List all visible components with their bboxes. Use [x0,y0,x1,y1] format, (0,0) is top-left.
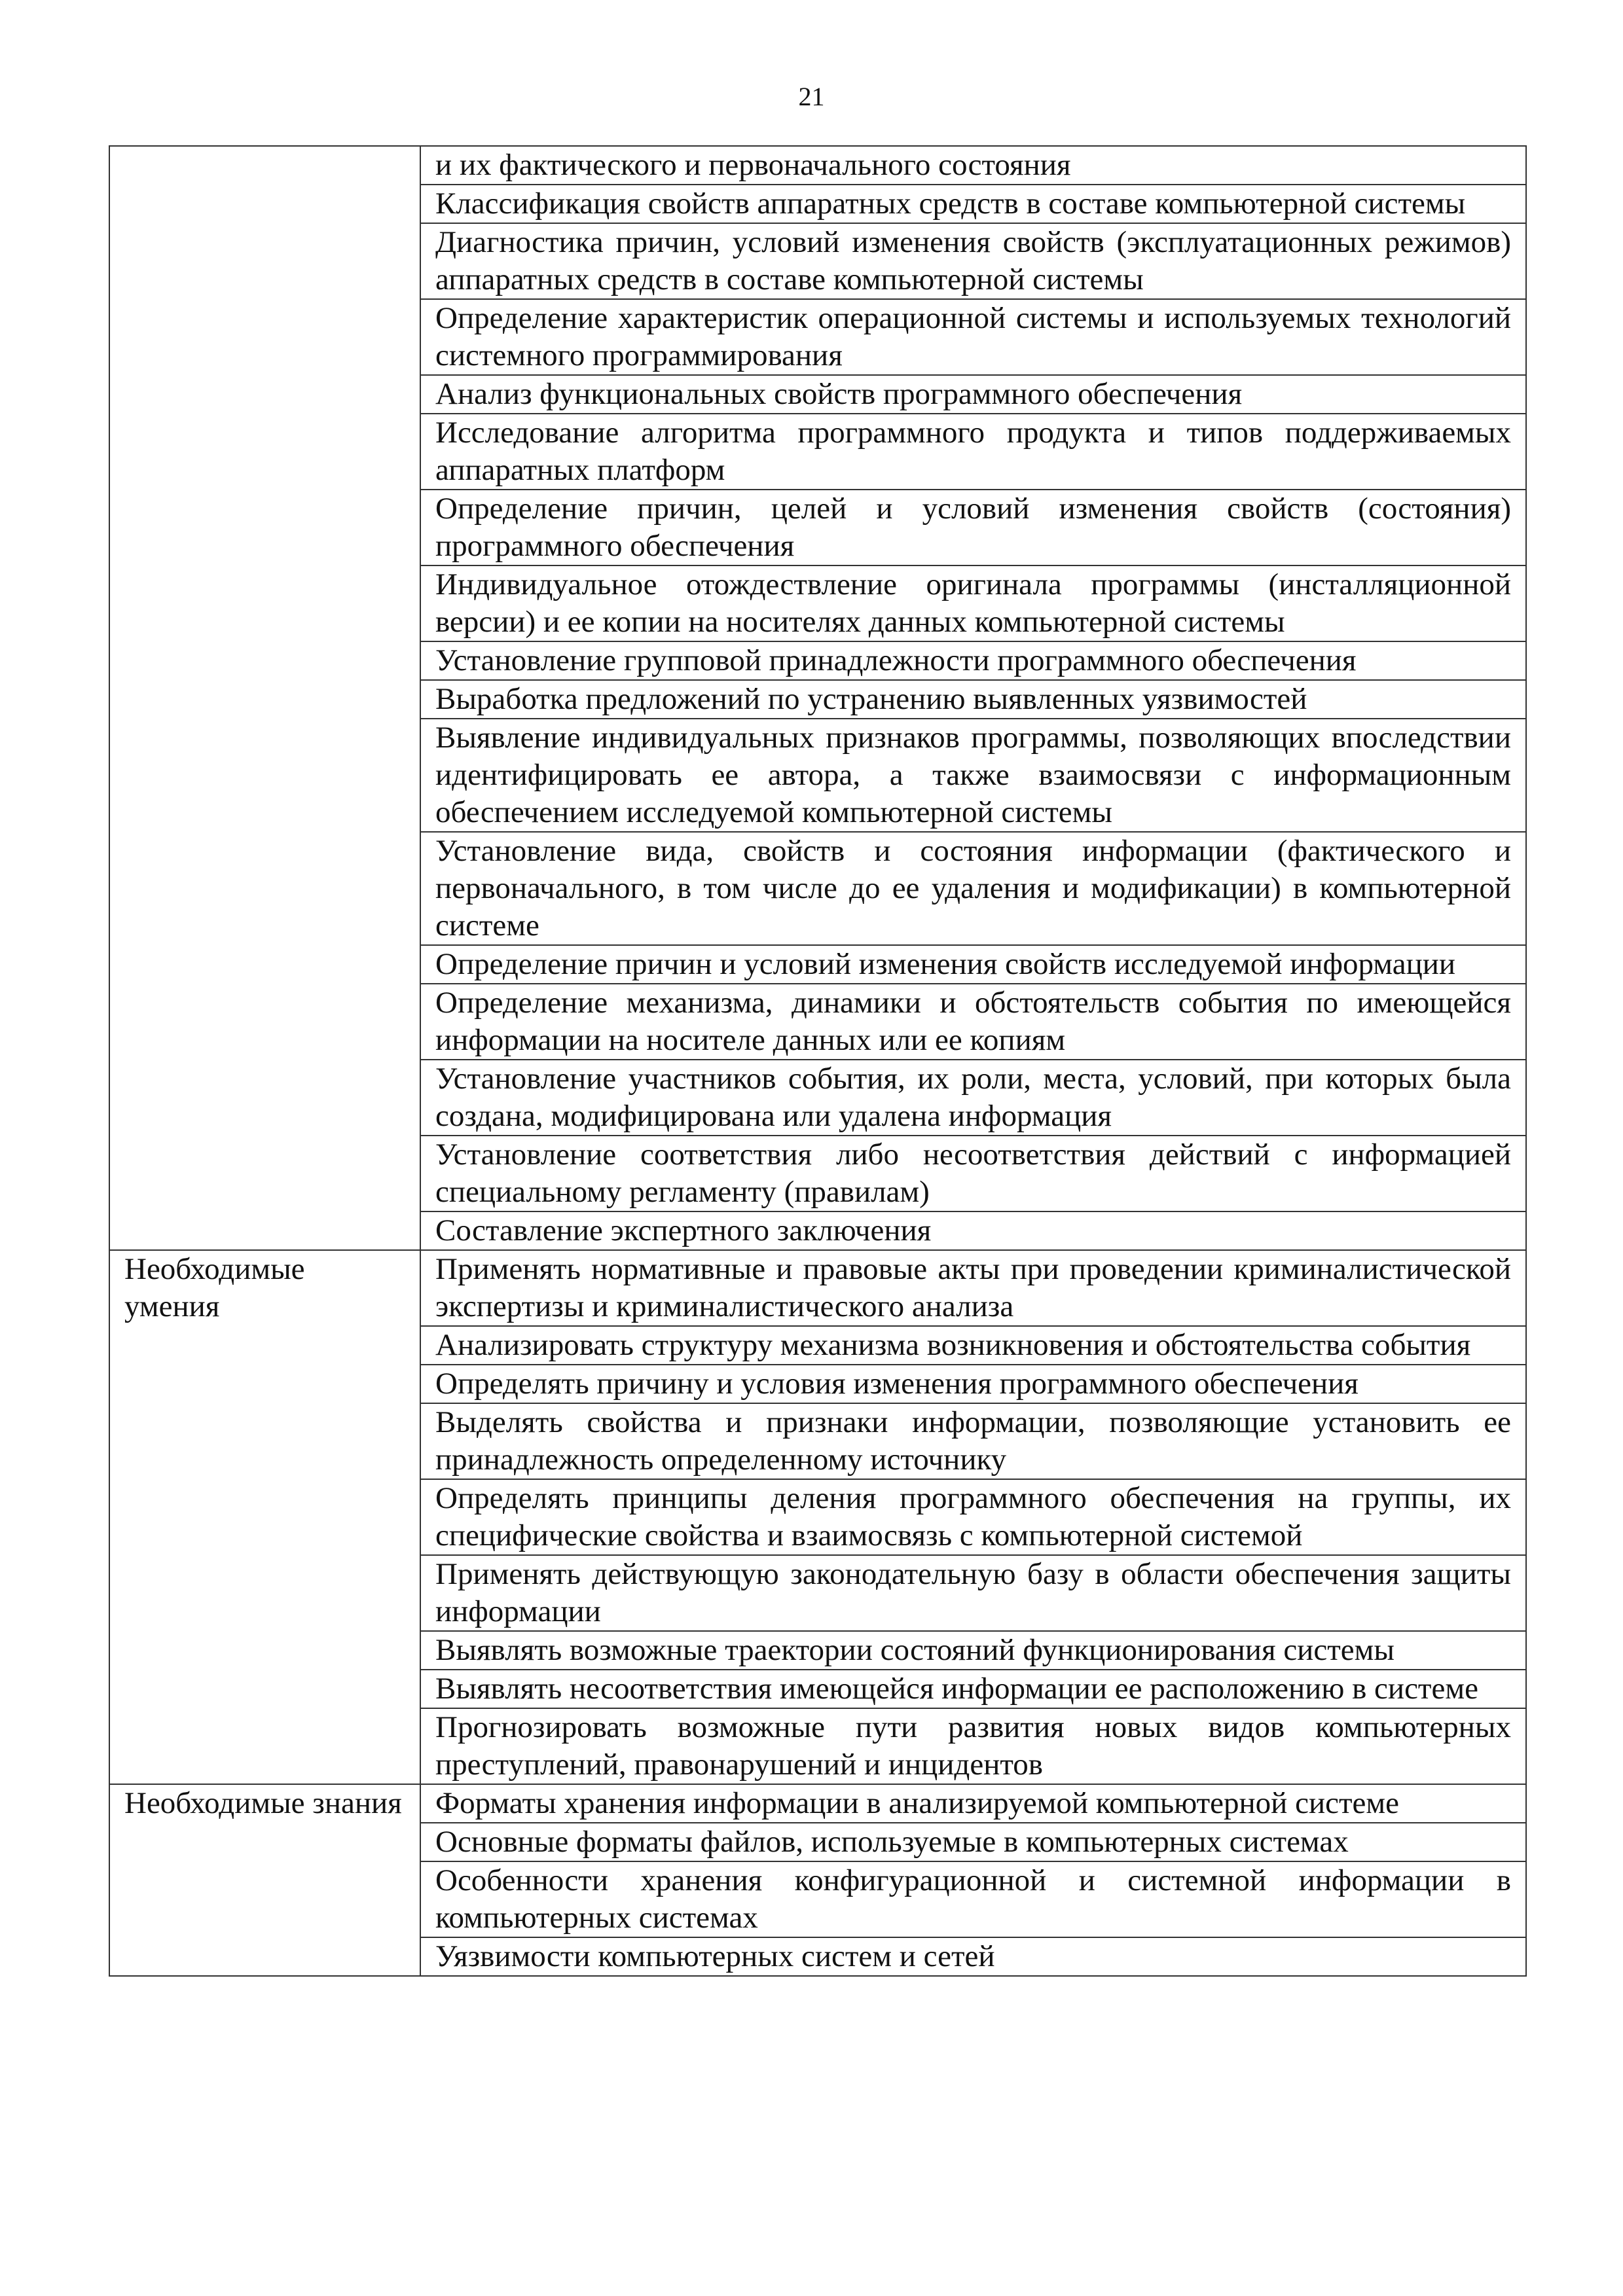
table-cell-item: Исследование алгоритма программного продукта и типов поддерживаемых аппаратных платформ [420,414,1526,490]
table-cell-item: Выделять свойства и признаки информации, позволяющие установить ее принадлежность определенному источнику [420,1403,1526,1479]
table-cell-item: Индивидуальное отождествление оригинала программы (инсталляционной версии) и ее копии на носителях данных компьютерной системы [420,565,1526,641]
table-cell-item: Определение характеристик операционной системы и используемых технологий системного программирования [420,299,1526,375]
table-cell-item: Определение механизма, динамики и обстоятельств события по имеющейся информации на носителе данных или ее копиям [420,984,1526,1060]
table-cell-item: Определять принципы деления программного обеспечения на группы, их специфические свойства и взаимосвязь с компьютерной системой [420,1479,1526,1555]
table-cell-item: и их фактического и первоначального состояния [420,146,1526,185]
section-label-skills: Необходимые умения [109,1250,420,1784]
table-cell-item: Применять действующую законодательную базу в области обеспечения защиты информации [420,1555,1526,1631]
table-cell-item: Классификация свойств аппаратных средств в составе компьютерной системы [420,185,1526,223]
table-cell-item: Выработка предложений по устранению выявленных уязвимостей [420,680,1526,719]
table-cell-item: Форматы хранения информации в анализируемой компьютерной системе [420,1784,1526,1823]
table-cell-item: Прогнозировать возможные пути развития новых видов компьютерных преступлений, правонарушений и инцидентов [420,1708,1526,1784]
table-cell-item: Выявлять возможные траектории состояний функционирования системы [420,1631,1526,1670]
section-label-knowledge: Необходимые знания [109,1784,420,1976]
requirements-table [109,145,1527,1977]
table-cell-item: Выявлять несоответствия имеющейся информации ее расположению в системе [420,1670,1526,1708]
table-row [109,1250,1526,1326]
table-cell-item: Определение причин и условий изменения свойств исследуемой информации [420,945,1526,984]
table-cell-item: Выявление индивидуальных признаков программы, позволяющих впоследствии идентифицировать ее автора, а также взаимосвязи с информационным обеспечением исследуемой компьютерной системы [420,719,1526,832]
table-cell-item: Основные форматы файлов, используемые в компьютерных системах [420,1823,1526,1861]
table-row [109,146,1526,185]
table-cell-item: Составление экспертного заключения [420,1211,1526,1250]
table-cell-item: Анализировать структуру механизма возникновения и обстоятельства события [420,1326,1526,1365]
table-cell-item: Установление вида, свойств и состояния информации (фактического и первоначального, в том числе до ее удаления и модификации) в компьютерной системе [420,832,1526,945]
table-cell-item: Установление соответствия либо несоответствия действий с информацией специальному регламенту (правилам) [420,1136,1526,1211]
table-cell-item: Установление групповой принадлежности программного обеспечения [420,641,1526,680]
table-row [109,1784,1526,1823]
section-label-labor-actions [109,146,420,1250]
table-cell-item: Применять нормативные и правовые акты при проведении криминалистической экспертизы и криминалистического анализа [420,1250,1526,1326]
table-cell-item: Анализ функциональных свойств программного обеспечения [420,375,1526,414]
table-cell-item: Диагностика причин, условий изменения свойств (эксплуатационных режимов) аппаратных средств в составе компьютерной системы [420,223,1526,299]
table-cell-item: Определение причин, целей и условий изменения свойств (состояния) программного обеспечения [420,490,1526,565]
table-cell-item: Уязвимости компьютерных систем и сетей [420,1937,1526,1976]
table-cell-item: Установление участников события, их роли, места, условий, при которых была создана, модифицирована или удалена информация [420,1060,1526,1136]
page-number: 21 [798,82,825,111]
table-cell-item: Определять причину и условия изменения программного обеспечения [420,1365,1526,1403]
table-cell-item: Особенности хранения конфигурационной и системной информации в компьютерных системах [420,1861,1526,1937]
